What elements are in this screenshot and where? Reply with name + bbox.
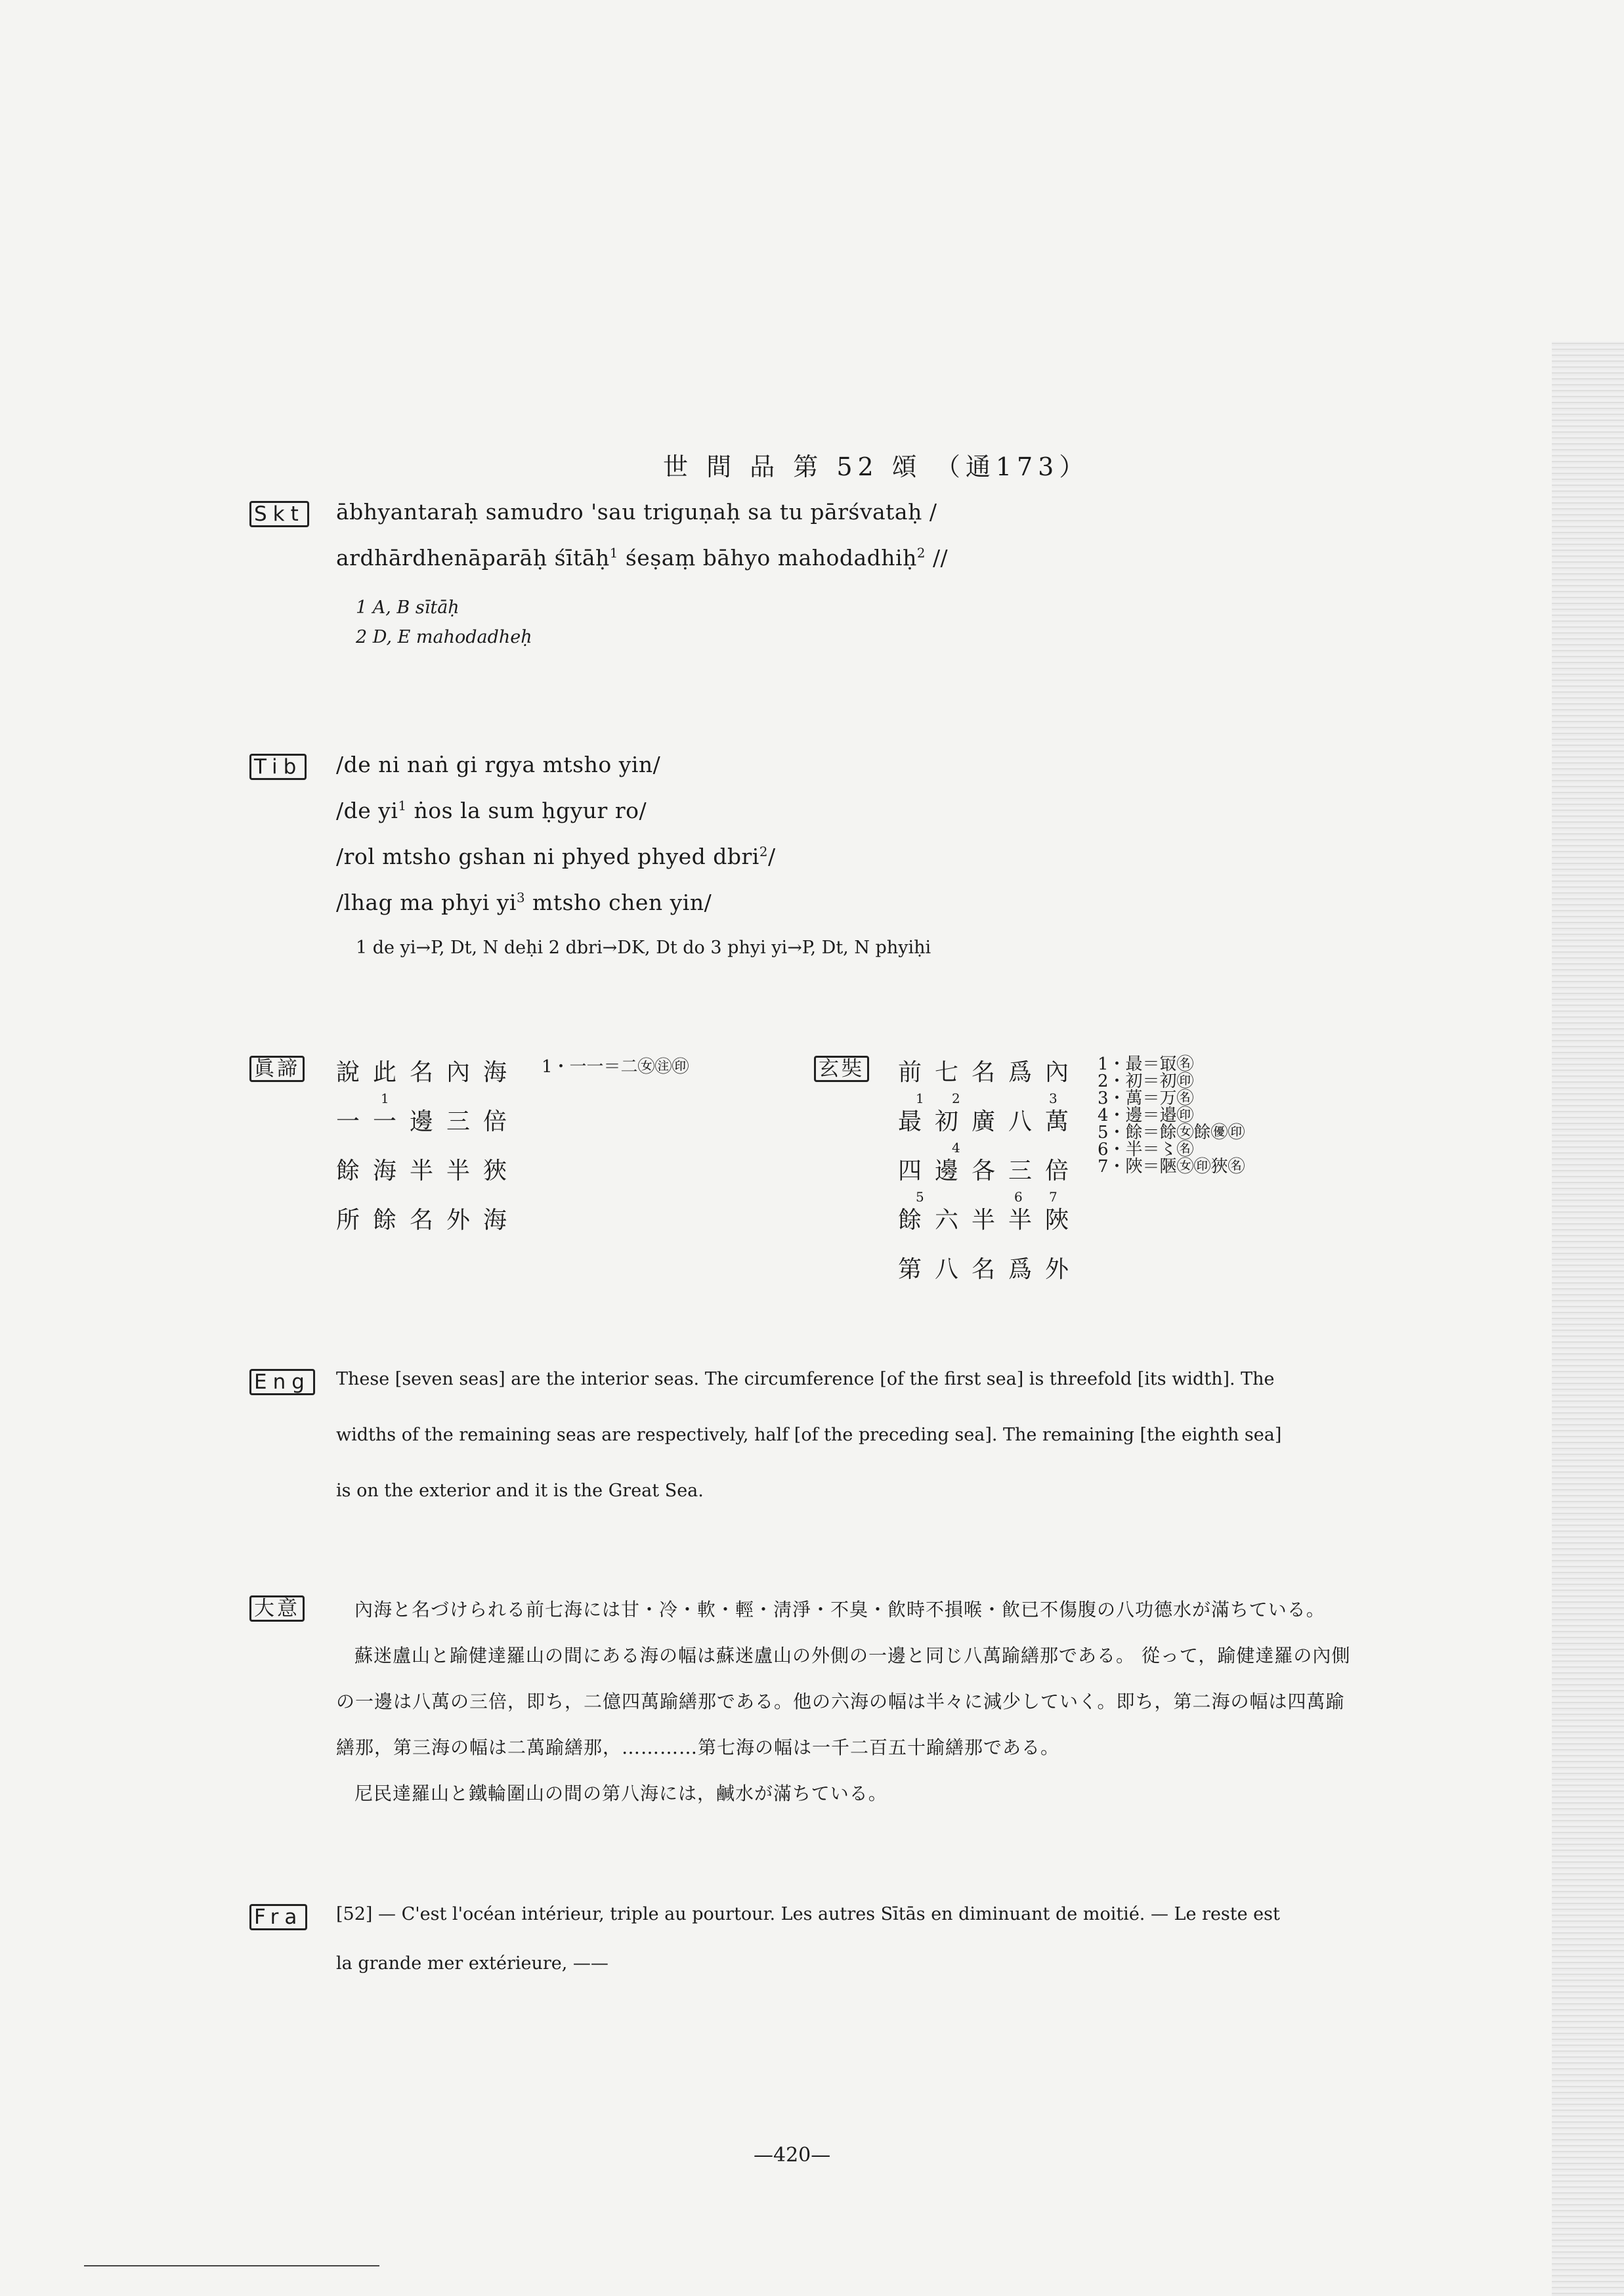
tag-tib: Tib <box>249 754 307 780</box>
tag-skt: Skt <box>249 501 309 527</box>
xuan-marker-4: 4 <box>952 1140 960 1156</box>
page-number: —420— <box>754 2144 831 2167</box>
tag-dai: 大意 <box>249 1595 305 1622</box>
footer-rule <box>84 2265 379 2266</box>
xuan-marker-3: 3 <box>1049 1091 1058 1106</box>
dai-line-4: 繕那，第三海の幅は二萬踰繕那，…………第七海の幅は一千二百五十踰繕那である。 <box>336 1737 1060 1758</box>
page-title: 世 間 品 第 52 頌 （通173） <box>663 452 1090 481</box>
xuan-marker-6: 6 <box>1014 1189 1023 1205</box>
xuan-note-3: 3・萬＝万㊔ <box>1098 1089 1194 1108</box>
eng-line-3: is on the exterior and it is the Great Sea. <box>336 1481 704 1501</box>
skt-line-1: ābhyantaraḥ samudro 'sau triguṇaḥ sa tu pārśvataḥ / <box>336 499 937 525</box>
xuan-line-3: 四邊各三倍 <box>898 1158 1082 1184</box>
tag-xuan: 玄奘 <box>814 1056 869 1082</box>
tib-line-2: /de $yi^1$ ṅos la sum ḥgyur ro/ <box>336 798 647 823</box>
tag-eng: Eng <box>249 1369 315 1395</box>
zhen-line-4: 所餘名外海 <box>336 1207 521 1234</box>
skt-note-2: 2 D, E mahodadheḥ <box>356 627 532 647</box>
dai-line-5: 尼民達羅山と鐵輪圍山の間の第八海には，鹹水が滿ちている。 <box>354 1783 887 1804</box>
dai-line-2: 蘇迷盧山と踰健達羅山の間にある海の幅は蘇迷盧山の外側の一邊と同じ八萬踰繕那である。 從って，踰健達羅の內側 <box>354 1645 1351 1666</box>
xuan-note-7: 7・陜＝陿㊛㊞狹㊔ <box>1098 1157 1245 1177</box>
eng-line-1: These [seven seas] are the interior seas. The circumference [of the first sea] is threefold [its width]. The <box>336 1369 1275 1389</box>
tib-line-4: /lhag ma phyi $yi^3$ mtsho chen yin/ <box>336 890 712 915</box>
tib-note: 1 de yi→P, Dt, N deḥi 2 dbri→DK, Dt do 3 phyi yi→P, Dt, N phyiḥi <box>356 938 931 958</box>
xuan-line-2: 最初廣八萬 <box>898 1108 1082 1135</box>
scan-edge-shadow <box>1552 341 1624 2296</box>
xuan-marker-7: 7 <box>1049 1189 1058 1205</box>
fra-line-2: la grande mer extérieure, —— <box>336 1953 609 1974</box>
skt-line-2: ardhārdhenāparāḥ śītāḥ$^1$ śeṣaṃ bāhyo mahodadhiḥ$^2$ // <box>336 545 949 571</box>
xuan-marker-5: 5 <box>916 1189 924 1205</box>
dai-line-1: 內海と名づけられる前七海には甘・冷・軟・輕・淸淨・不臭・飮時不損喉・飮已不傷腹の八功德水が滿ちている。 <box>354 1599 1325 1620</box>
zhen-note: 1・一一＝二㊛㊟㊞ <box>542 1057 689 1077</box>
xuan-note-1: 1・最＝冣㊔ <box>1098 1054 1194 1074</box>
xuan-line-4: 餘六半半陜 <box>898 1207 1082 1234</box>
zhen-line-2: 一一邊三倍 <box>336 1108 521 1135</box>
tib-line-3: /rol mtsho gshan ni phyed phyed dbri$^2$/ <box>336 844 776 869</box>
zhen-sup-1: 1 <box>381 1091 389 1106</box>
xuan-note-6: 6・半＝〻㊔ <box>1098 1140 1194 1159</box>
tag-zhen: 眞諦 <box>249 1056 305 1082</box>
xuan-note-4: 4・邊＝邉㊞ <box>1098 1106 1194 1125</box>
eng-line-2: widths of the remaining seas are respectively, half [of the preceding sea]. The remaining [the eighth sea] <box>336 1425 1282 1445</box>
xuan-note-2: 2・初＝初㊞ <box>1098 1072 1194 1091</box>
tag-fra: Fra <box>249 1904 307 1930</box>
tib-line-1: /de ni naṅ gi rgya mtsho yin/ <box>336 752 661 777</box>
dai-line-3: の一邊は八萬の三倍，即ち，二億四萬踰繕那である。他の六海の幅は半々に減少していく。即ち，第二海の幅は四萬踰 <box>336 1691 1345 1712</box>
zhen-line-1: 說此名內海 <box>336 1059 521 1086</box>
fra-line-1: [52] — C'est l'océan intérieur, triple au pourtour. Les autres Sītās en diminuant de moitié. — Le reste est <box>336 1904 1280 1924</box>
skt-note-1: 1 A, B sītāḥ <box>356 597 459 618</box>
xuan-note-5: 5・餘＝餘㊛餘㊝㊞ <box>1098 1123 1245 1142</box>
xuan-line-5: 第八名爲外 <box>898 1256 1082 1283</box>
xuan-marker-1: 1 <box>916 1091 924 1106</box>
zhen-line-3: 餘海半半狹 <box>336 1158 521 1184</box>
xuan-marker-2: 2 <box>952 1091 960 1106</box>
xuan-line-1: 前七名爲內 <box>898 1059 1082 1086</box>
